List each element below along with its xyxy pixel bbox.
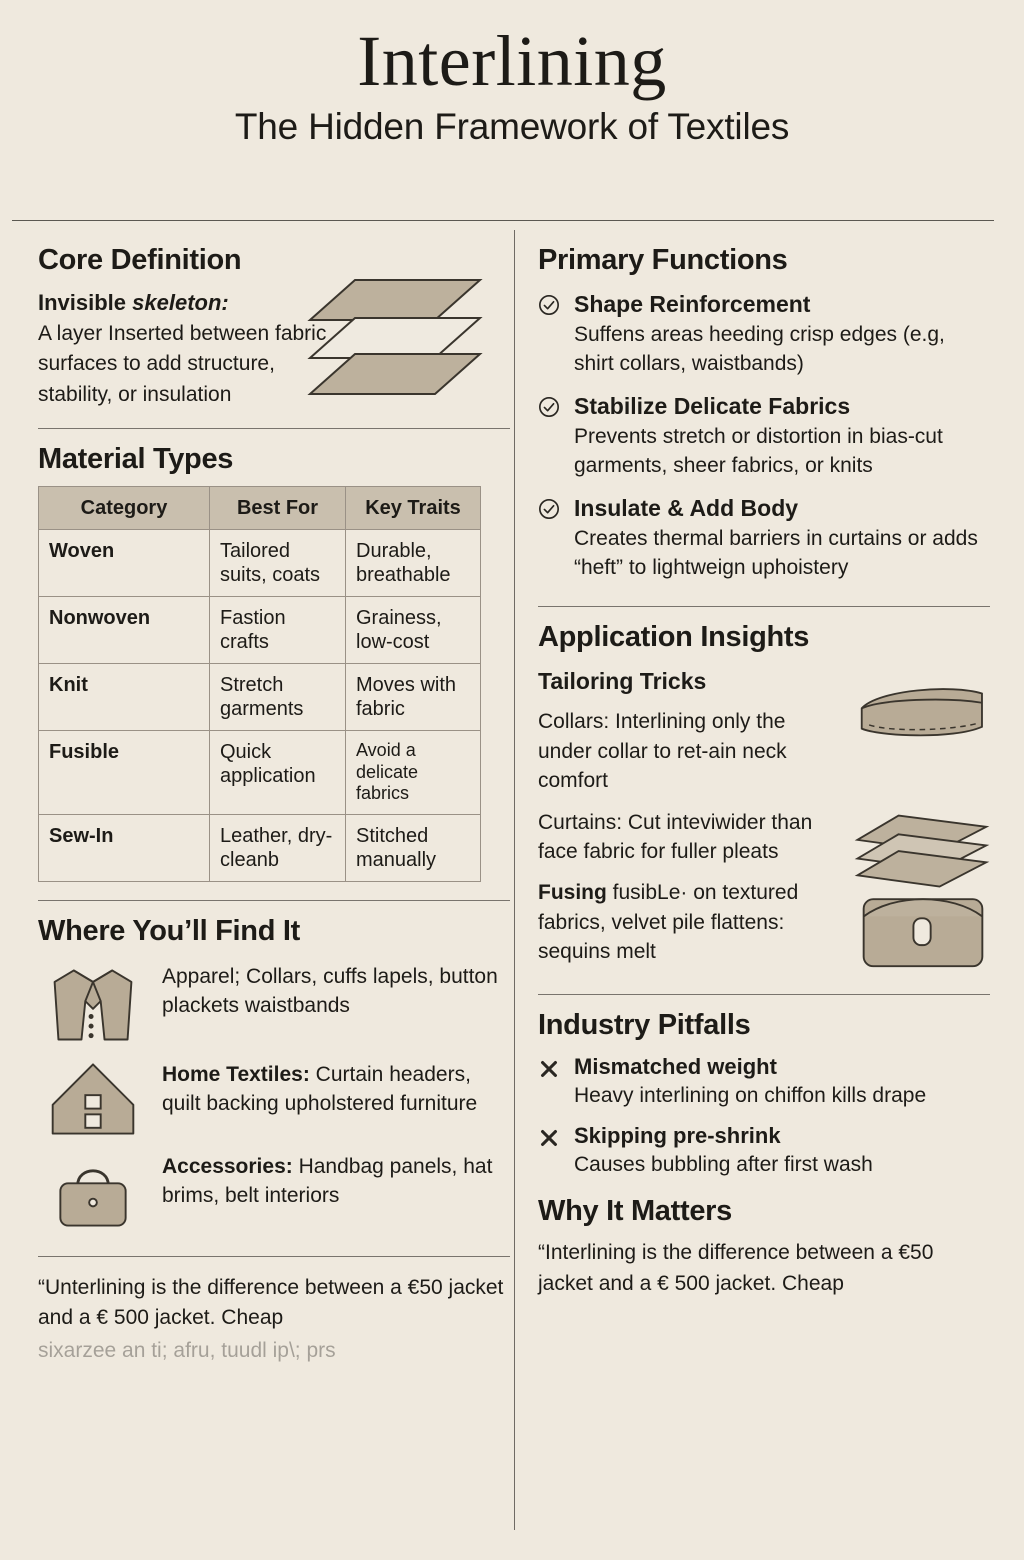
tip-fusing [538,878,838,966]
table-header-row [39,487,481,530]
function-title: Insulate & Add Body [574,494,799,521]
list-item-label: Home Textiles: [162,1062,310,1086]
cell-category: Woven [39,530,210,597]
core-lead-italic: skeleton: [132,290,229,315]
table-row [39,731,481,815]
cell-category: Sew-In [39,814,210,881]
pitfall-body: Causes bubbling after first wash [574,1152,873,1176]
pitfall-title: Mismatched weight [574,1054,777,1080]
why-it-matters-heading: Why It Matters [538,1195,732,1228]
column-divider [514,230,515,1530]
tip-collars [538,707,823,795]
cell-category: Knit [39,664,210,731]
right-column [538,230,990,1299]
material-types-table [38,486,481,882]
list-item-body: Handbag panels, hat brims, belt interiors [162,1154,493,1208]
cell-category: Fusible [39,731,210,815]
cell-key-traits: Durable, breathable [346,530,481,597]
core-lead-bold: Invisible [38,290,127,315]
materials-divider [38,900,510,901]
check-circle-icon [538,294,562,379]
material-types-heading: Material Types [38,443,234,476]
list-item [38,962,510,1046]
cell-best-for: Leather, dry-cleanb [210,814,346,881]
table-row [39,597,481,664]
insights-divider [538,994,990,995]
list-item [538,495,990,583]
tip-label: Fusing [538,881,607,905]
page-title: Interlining [357,21,667,101]
cell-best-for: Tailored suits, coats [210,530,346,597]
list-item-text [162,1060,510,1119]
section-primary-functions [538,244,990,607]
functions-divider [538,606,990,607]
core-definition-body: A layer Inserted between fabric surfaces to add structure, stability, or insulation [38,321,327,406]
section-material-types [38,443,510,901]
core-definition-heading: Core Definition [38,244,242,276]
table-row [39,664,481,731]
list-item-text [162,1152,510,1211]
list-item [538,1054,990,1110]
section-core-definition [38,244,510,429]
cell-key-traits: Grainess, low-cost [346,597,481,664]
industry-pitfalls-heading: Industry Pitfalls [538,1009,751,1042]
infographic-page [0,21,1024,1560]
pitfall-body: Heavy interlining on chiffon kills drape [574,1084,927,1108]
tip-text: Curtains: Cut inteviwider than face fabric for fuller pleats [538,810,813,863]
col-category: Category [39,487,210,530]
col-best-for: Best For [210,487,346,530]
core-definition-lead [38,287,328,319]
function-body: Creates thermal barriers in curtains or adds “heft” to lightweign uphoistery [574,526,978,579]
section-industry-pitfalls [538,1009,990,1179]
cell-key-traits: Moves with fabric [346,664,481,731]
x-icon [538,1127,562,1179]
list-item [538,1123,990,1179]
table-row [39,530,481,597]
cell-best-for: Stretch garments [210,664,346,731]
collar-icon [850,675,990,749]
left-quote-faded: sixarzee an ti; afru, tuudl ip\; prs [38,1338,336,1362]
x-icon [538,1058,562,1110]
check-circle-icon [538,396,562,481]
section-why-it-matters [538,1195,990,1299]
list-item-body: Apparel; Collars, cuffs lapels, button plackets waistbands [162,964,498,1018]
core-divider [38,428,510,429]
cell-best-for: Quick application [210,731,346,815]
header-divider [12,220,994,221]
pitfall-title: Skipping pre-shrink [574,1122,781,1148]
left-column [38,230,510,1366]
why-it-matters-quote: “Interlining is the difference between a €50 jacket and a € 500 jacket. Cheap [538,1241,934,1295]
cell-key-traits: Stitched manually [346,814,481,881]
tip-text: Collars: Interlining only the under collar to ret-ain neck comfort [538,710,787,793]
house-icon [38,1060,148,1138]
left-quote: “Unterlining is the difference between a €50 jacket and a € 500 jacket. Cheap [38,1275,504,1330]
tip-text: fusibLe· on textured fabrics, velvet pile flattens: sequins melt [538,881,799,964]
list-item [38,1060,510,1138]
page-subtitle: The Hidden Framework of Textiles [234,105,790,147]
section-where-find-it [38,915,510,1366]
find-divider [38,1256,510,1257]
application-insights-heading: Application Insights [538,621,810,654]
where-find-it-heading: Where You’ll Find It [38,914,300,947]
list-item-label: Accessories: [162,1154,293,1178]
function-title: Stabilize Delicate Fabrics [574,392,851,419]
clutch-bag-icon [856,878,990,974]
list-item-text [162,962,510,1021]
function-body: Prevents stretch or distortion in bias-cut garments, sheer fabrics, or knits [574,424,943,478]
handbag-icon [38,1152,148,1230]
function-title: Shape Reinforcement [574,291,811,317]
cell-category: Nonwoven [39,597,210,664]
tip-curtains [538,808,828,867]
core-definition-text [38,287,328,410]
jacket-icon [38,962,148,1046]
list-item [38,1152,510,1230]
list-item [538,393,990,481]
check-circle-icon [538,498,562,583]
content-columns [0,230,1024,1560]
col-key-traits: Key Traits [346,487,481,530]
list-item-body: Curtain headers, quilt backing upholstered furniture [162,1062,478,1116]
table-row [39,814,481,881]
tailoring-tricks-subheading: Tailoring Tricks [538,668,707,695]
primary-functions-heading: Primary Functions [538,244,788,276]
section-application-insights [538,621,990,995]
list-item [538,291,990,379]
function-body: Suffens areas heeding crisp edges (e.g, shirt collars, waistbands) [574,323,945,376]
cell-key-traits: Avoid a delicate fabrics [346,731,481,815]
cell-best-for: Fastion crafts [210,597,346,664]
fabric-layers-icon [300,272,490,402]
